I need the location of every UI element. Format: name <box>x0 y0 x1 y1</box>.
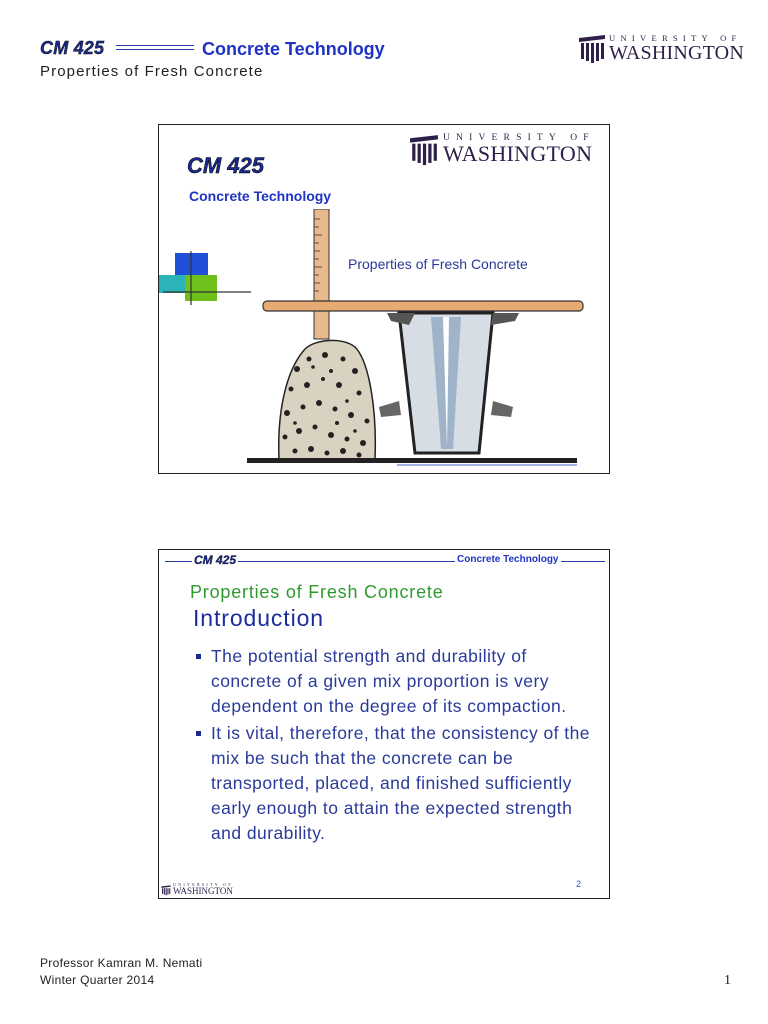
slide2-course-code: CM 425 <box>194 553 237 567</box>
header-subtitle: Properties of Fresh Concrete <box>40 63 264 80</box>
logo-university-of: UNIVERSITY OF <box>443 133 595 143</box>
slide2-heading: Properties of Fresh Concrete <box>190 582 444 602</box>
footer-page-number: 1 <box>724 973 731 988</box>
slide1-uw-logo <box>409 132 595 166</box>
logo-washington: WASHINGTON <box>443 141 593 166</box>
slump-test-illustration <box>247 209 597 467</box>
logo-washington: WASHINGTON <box>173 886 233 896</box>
slide1-subject: Concrete Technology <box>189 188 332 204</box>
slide2-intro: Introduction <box>193 605 324 631</box>
slide2-page-number: 2 <box>576 879 582 889</box>
slide2-uw-logo <box>161 883 233 896</box>
bullet-item <box>195 721 590 846</box>
bullet-square-icon <box>196 731 201 736</box>
logo-university-of: UNIVERSITY OF <box>609 33 742 43</box>
bullet-text: The potential strength and durability of concrete of a given mix proportion is very dependent on the degree of its compaction. <box>211 646 567 716</box>
footer-term: Winter Quarter 2014 <box>40 973 155 987</box>
bullet-square-icon <box>196 654 201 659</box>
logo-washington: WASHINGTON <box>609 42 744 64</box>
logo-university-of: UNIVERSITY OF <box>173 882 233 887</box>
header-course-code: CM 425 <box>40 38 105 58</box>
uw-pillars-icon <box>161 884 171 896</box>
slide1-course-code: CM 425 <box>187 153 265 178</box>
slide2-subject: Concrete Technology <box>457 554 559 565</box>
uw-logo <box>578 33 744 63</box>
uw-pillars-icon <box>409 132 439 166</box>
slide-1 <box>158 124 610 474</box>
uw-pillars-icon <box>578 33 606 63</box>
bullet-list <box>195 644 590 848</box>
bullet-item <box>195 644 590 719</box>
footer-author: Professor Kamran M. Nemati <box>40 956 203 970</box>
slide-2 <box>158 549 610 899</box>
slide1-title: Properties of Fresh Concrete <box>348 256 528 272</box>
header-subject: Concrete Technology <box>202 39 385 59</box>
bullet-text: It is vital, therefore, that the consistency of the mix be such that the concrete can be transported, placed, and finished sufficiently early enough to attain the expected strength and durability. <box>211 723 590 843</box>
header-divider <box>116 45 194 50</box>
decorative-squares <box>159 251 251 307</box>
